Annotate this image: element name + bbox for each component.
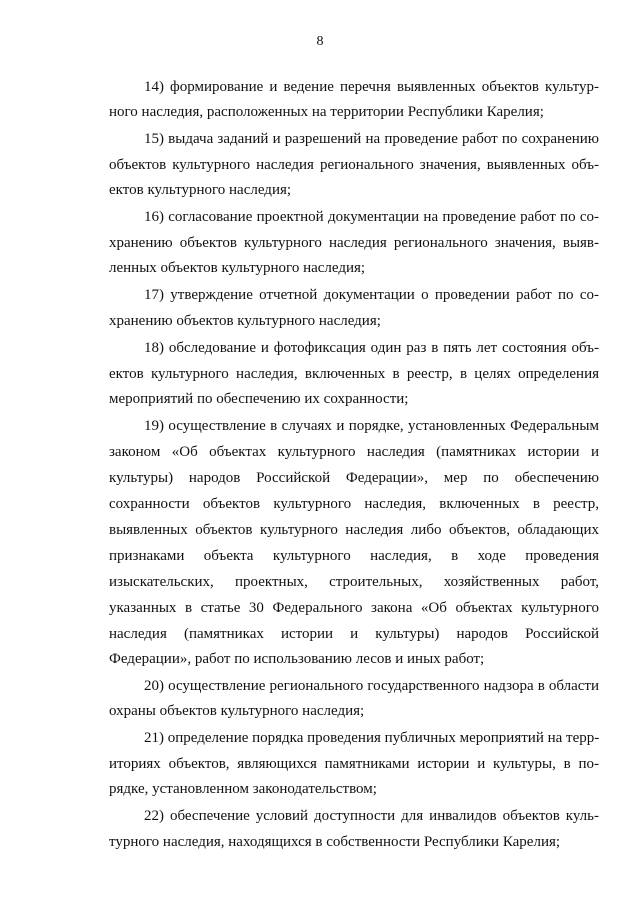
- text-line: 14) формирование и ведение перечня выявленных объектов культур-: [144, 79, 599, 95]
- text-line: 18) обследование и фотофиксация один раз в пять лет состояния объ-: [144, 340, 599, 356]
- text-line: сохранности объектов культурного наследия, включенных в реестр,: [109, 496, 599, 512]
- text-line: мероприятий по обеспечению их сохранности;: [109, 391, 409, 407]
- text-line: охраны объектов культурного наследия;: [109, 703, 365, 719]
- text-line: ектов культурного наследия, включенных в реестр, в целях определения: [109, 366, 599, 382]
- text-line: изыскательских, проектных, строительных, хозяйственных работ,: [109, 574, 599, 590]
- text-line: хранению объектов культурного наследия регионального значения, выяв-: [109, 235, 599, 251]
- text-line: рядке, установленном законодательством;: [109, 781, 377, 797]
- page-number: 8: [316, 34, 324, 49]
- text-line: культуры) народов Российской Федерации», мер по обеспечению: [109, 470, 599, 486]
- text-line: выявленных объектов культурного наследия либо объектов, обладающих: [109, 522, 599, 538]
- text-line: наследия (памятниках истории и культуры) народов Российской: [109, 626, 599, 642]
- text-line: 16) согласование проектной документации на проведение работ по со-: [144, 209, 599, 225]
- text-line: ленных объектов культурного наследия;: [109, 260, 366, 276]
- text-line: турного наследия, находящихся в собственности Республики Карелия;: [109, 834, 561, 850]
- text-line: иториях объектов, являющихся памятниками истории и культуры, в по-: [109, 756, 599, 772]
- text-line: 15) выдача заданий и разрешений на проведение работ по сохранению: [144, 131, 599, 147]
- text-line: хранению объектов культурного наследия;: [109, 313, 381, 329]
- text-line: объектов культурного наследия регионального значения, выявленных объ-: [109, 157, 599, 173]
- text-line: указанных в статье 30 Федерального закона «Об объектах культурного: [109, 600, 599, 616]
- text-line: 21) определение порядка проведения публичных мероприятий на терр-: [144, 730, 600, 746]
- text-line: 19) осуществление в случаях и порядке, установленных Федеральным: [144, 418, 599, 434]
- text-line: 22) обеспечение условий доступности для инвалидов объектов куль-: [144, 808, 599, 824]
- text-line: 17) утверждение отчетной документации о проведении работ по со-: [144, 287, 599, 303]
- text-line: Федерации», работ по использованию лесов и иных работ;: [109, 651, 485, 667]
- text-line: законом «Об объектах культурного наследия (памятниках истории и: [109, 444, 599, 460]
- text-line: признаками объекта культурного наследия, в ходе проведения: [109, 548, 599, 564]
- text-line: 20) осуществление регионального государственного надзора в области: [144, 678, 599, 694]
- text-line: ектов культурного наследия;: [109, 182, 292, 198]
- text-line: ного наследия, расположенных на территории Республики Карелия;: [109, 104, 544, 120]
